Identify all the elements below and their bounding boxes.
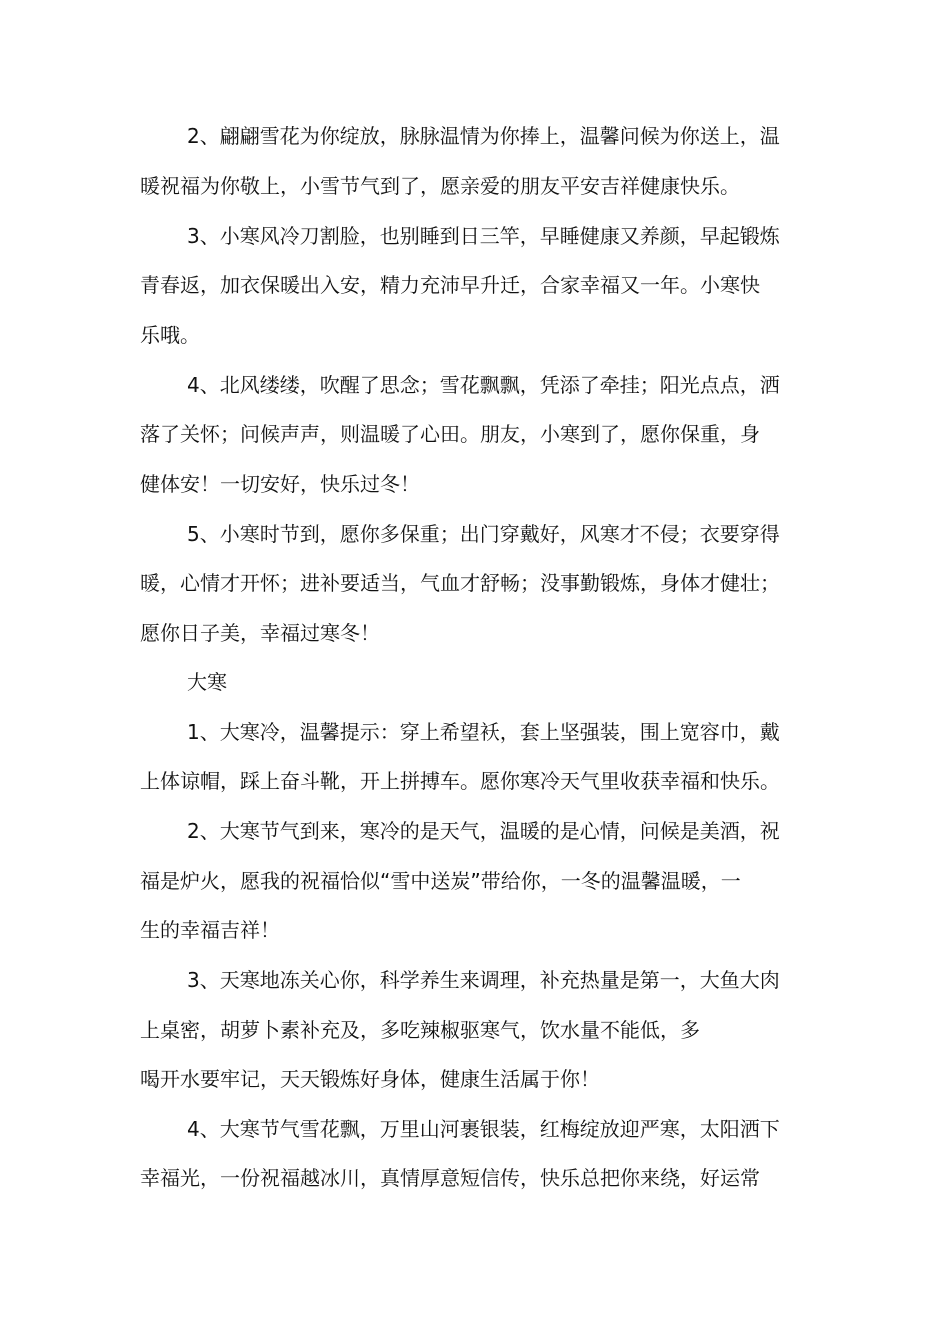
- text-line: 1、大寒冷，温馨提示：穿上希望袄，套上坚强装，围上宽容巾，戴: [187, 720, 780, 744]
- text-line: 3、小寒风冷刀割脸，也别睡到日三竿，早睡健康又养颜，早起锻炼: [187, 224, 780, 248]
- text-line: 4、北风缕缕，吹醒了思念；雪花飘飘，凭添了牵挂；阳光点点，洒: [187, 373, 780, 397]
- text-line: 健体安！一切安好，快乐过冬！: [140, 472, 420, 496]
- text-line: 喝开水要牢记，天天锻炼好身体，健康生活属于你！: [140, 1067, 600, 1091]
- text-line: 青春返，加衣保暖出入安，精力充沛早升迁，合家幸福又一年。小寒快: [140, 273, 760, 297]
- text-line: 乐哦。: [140, 323, 200, 347]
- text-line: 2、翩翩雪花为你绽放，脉脉温情为你捧上，温馨问候为你送上，温: [187, 124, 780, 148]
- text-line: 上体谅帽，踩上奋斗靴，开上拼搏车。愿你寒冷天气里收获幸福和快乐。: [140, 769, 780, 793]
- text-line: 福是炉火，愿我的祝福恰似“雪中送炭”带给你，一冬的温馨温暖，一: [140, 869, 741, 893]
- text-line: 暖祝福为你敬上，小雪节气到了，愿亲爱的朋友平安吉祥健康快乐。: [140, 174, 740, 198]
- text-line: 4、大寒节气雪花飘，万里山河裹银装，红梅绽放迎严寒，太阳洒下: [187, 1117, 780, 1141]
- section-heading: 大寒: [187, 670, 227, 694]
- text-line: 2、大寒节气到来，寒冷的是天气，温暖的是心情，问候是美酒，祝: [187, 819, 780, 843]
- text-line: 5、小寒时节到，愿你多保重；出门穿戴好，风寒才不侵；衣要穿得: [187, 522, 780, 546]
- text-line: 生的幸福吉祥！: [140, 918, 280, 942]
- text-line: 落了关怀；问候声声，则温暖了心田。朋友，小寒到了，愿你保重，身: [140, 422, 760, 446]
- text-line: 3、天寒地冻关心你，科学养生来调理，补充热量是第一，大鱼大肉: [187, 968, 780, 992]
- text-line: 暖，心情才开怀；进补要适当，气血才舒畅；没事勤锻炼，身体才健壮；: [140, 571, 780, 595]
- text-line: 愿你日子美，幸福过寒冬！: [140, 621, 380, 645]
- text-line: 上桌密，胡萝卜素补充及，多吃辣椒驱寒气，饮水量不能低，多: [140, 1018, 700, 1042]
- text-line: 幸福光，一份祝福越冰川，真情厚意短信传，快乐总把你来绕，好运常: [140, 1166, 760, 1190]
